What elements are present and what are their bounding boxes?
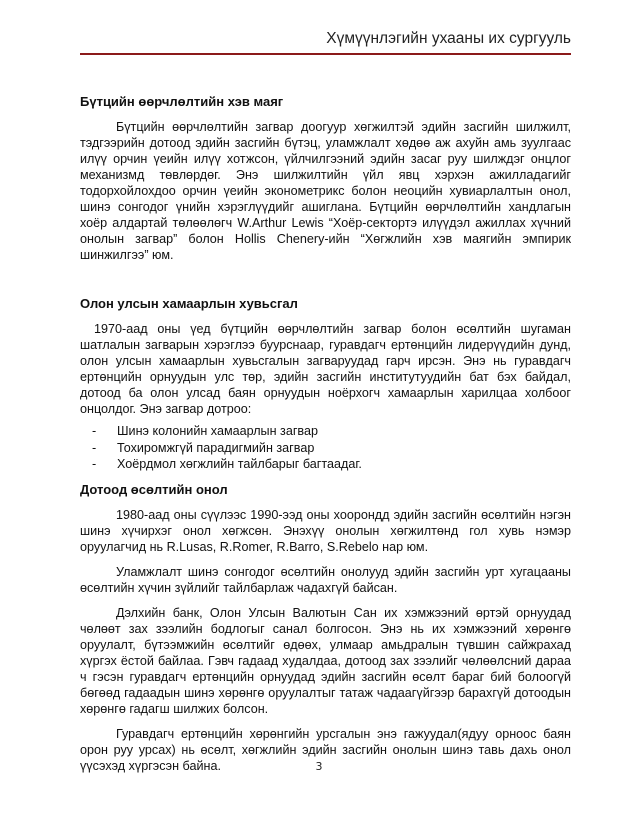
paragraph: 1970-аад оны үед бүтцийн өөрчлөлтийн загвар болон өсөлтийн шугаман шатлалын загварын хэрэглээ буурснаар, гуравдагч ертөнцийн лидерүүдийн дунд, олон улсын хамаарлын хувьсгалын загваруудад гарч ирсэн. Энэ нь гуравдагч ертөнцийн орнуудын улс төр, эдийн засгийн институтуудийн бат бэх байдал, дотоод ба олон улсад баян орнуудын ноёрхогч хамаарлын харилцаа холбоог онцолдог. Энэ загвар дотроо: <box>80 322 571 416</box>
list-marker: - <box>92 457 97 471</box>
header-rule <box>80 53 571 55</box>
section-heading: Олон улсын хамаарлын хувьсгал <box>80 296 298 311</box>
section-heading: Дотоод өсөлтийн онол <box>80 481 228 497</box>
paragraph: Бүтцийн өөрчлөлтийн загвар доогуур хөгжилтэй эдийн засгийн шилжилт, тэдгээрийн дотоод эдийн засгийн бүтэц, уламжлалт хөдөө аж ахуйн амь зуулгаас илүү орчин үеийн илүү хотжсон, үйлчилгээний эдийн засаг руу шилждэг онцлог механизмд төвлөрдөг. Энэ шилжилтийн үйл явц хэрхэн ажилладагийг тодорхойлохдоо орчин үеийн эконометрикс болон неоцийн хувиарлалтын онол, шинэ сонгодог үнийн хэрэглүүдийг ашиглана. Бүтцийн өөрчлөлтийн хандлагын хоёр алдартай төлөөлөгч W.Arthur Lewis “Хоёр-сектортэ илүүдэл ажиллах хүчний онолын загвар” болон Hollis Chenery-ийн “Хөгжлийн хэв маягийн эмпирик шинжилгээ” юм. <box>80 120 571 262</box>
list-marker: - <box>92 440 97 455</box>
list-item: - Тохиромжгүй парадигмийн загвар <box>92 440 315 455</box>
section-structural-change <box>80 94 571 263</box>
paragraph: Дэлхийн банк, Олон Улсын Валютын Сан их хэмжээний өртэй орнуудад чөлөөт зах зээлийн бодлогыг санал болгосон. Энэ нь их хэмжээний хөрөнгө оруулалт, бүтээмжийн өсөлтийг өдөөх, улмаар амьдралын түвшин сайжрахад хүргэх ёстой байлаа. Гэвч гадаад худалдаа, дотоод зах зээлийг чөлөөлсний дараа ч гэсэн гуравдагч ертөнцийн орнуудад эдийн засгийн өсөлт бараг бий болоогүй бөгөөд гадаадын шинэ хөрөнгө оруулалтыг татаж чадаагүйгээр барахгүй дотоодын хөрөнгө гадагш шилжих болсон. <box>80 605 571 716</box>
paragraph: Гуравдагч ертөнцийн хөрөнгийн урсгалын энэ гажуудал(ядуу орноос баян орон руу урсах) нь өсөлт, хөгжлийн эдийн засгийн онолын шинэ тавь дахь онол үүсэхэд хүргэсэн байна. <box>80 726 571 773</box>
section-international-dependence <box>80 296 571 473</box>
page-number: 3 <box>315 760 323 773</box>
model-list <box>80 423 571 473</box>
page-body <box>80 94 571 774</box>
paragraph: 1980-аад оны сүүлээс 1990-ээд оны хоорондд эдийн засгийн өсөлтийн нэгэн шинэ хүчирхэг онол хөгжсөн. Энэхүү онолын хөгжилтөнд гол хувь нэмэр оруулагчид нь R.Lusas, R.Romer, R.Barro, S.Rebelo нар юм. <box>80 507 571 554</box>
section-heading: Бүтцийн өөрчлөлтийн хэв маяг <box>80 94 284 109</box>
paragraph: Уламжлалт шинэ сонгодог өсөлтийн онолууд эдийн засгийн урт хугацааны өсөлтийн хүчин зүйлийг тайлбарлаж чадахгүй байсан. <box>80 564 571 595</box>
list-item: - Шинэ колонийн хамаарлын загвар <box>92 424 318 438</box>
list-marker: - <box>92 424 97 438</box>
running-header: Хүмүүнлэгийн ухааны их сургууль <box>326 30 571 47</box>
section-endogenous-growth <box>80 482 571 774</box>
list-item: - Хоёрдмол хөгжлийн тайлбарыг багтаадаг. <box>92 457 362 471</box>
